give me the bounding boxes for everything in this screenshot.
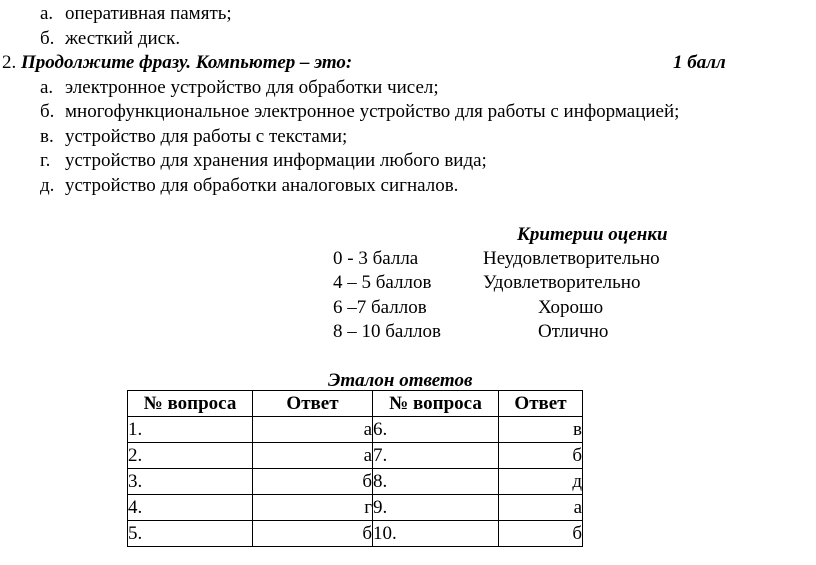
criteria-range: 6 –7 баллов bbox=[333, 297, 427, 318]
answer-cell: б bbox=[253, 469, 373, 495]
header-answer: Ответ bbox=[499, 391, 583, 417]
header-answer: Ответ bbox=[253, 391, 373, 417]
option-letter: б. bbox=[40, 101, 55, 122]
option-text: жесткий диск. bbox=[65, 28, 181, 49]
option-text: устройство для обработки аналоговых сигналов. bbox=[65, 175, 459, 196]
question-points: 1 балл bbox=[673, 52, 726, 73]
criteria-grade: Хорошо bbox=[538, 297, 604, 318]
header-question-number: № вопроса bbox=[128, 391, 253, 417]
answer-cell: д bbox=[499, 469, 583, 495]
question-number-cell: 4. bbox=[128, 495, 253, 521]
criteria-range: 0 - 3 балла bbox=[333, 248, 419, 269]
criteria-grade: Отлично bbox=[538, 321, 609, 342]
prev-option-a bbox=[40, 3, 232, 25]
question-number-cell: 8. bbox=[373, 469, 499, 495]
question-2-heading bbox=[2, 52, 352, 74]
option-letter: г. bbox=[40, 150, 51, 171]
question-number-cell: 5. bbox=[128, 521, 253, 547]
question-number-cell: 10. bbox=[373, 521, 499, 547]
option-text: электронное устройство для обработки чисел; bbox=[65, 77, 439, 98]
question-number-cell: 6. bbox=[373, 417, 499, 443]
answer-key-table bbox=[127, 390, 583, 547]
prev-option-b bbox=[40, 28, 180, 50]
option-text: устройство для хранения информации любого вида; bbox=[65, 150, 487, 171]
option-letter: б. bbox=[40, 28, 55, 49]
question-number-cell: 1. bbox=[128, 417, 253, 443]
option-text: многофункциональное электронное устройство для работы с информацией; bbox=[65, 101, 680, 122]
question-number-cell: 3. bbox=[128, 469, 253, 495]
q2-option-c bbox=[40, 126, 347, 148]
criteria-title: Критерии оценки bbox=[517, 224, 668, 245]
answer-cell: б bbox=[253, 521, 373, 547]
answer-key-title: Эталон ответов bbox=[328, 370, 473, 391]
criteria-range: 8 – 10 баллов bbox=[333, 321, 441, 342]
q2-option-a bbox=[40, 77, 439, 99]
question-number: 2. bbox=[2, 52, 17, 73]
q2-option-d bbox=[40, 150, 487, 172]
header-question-number: № вопроса bbox=[373, 391, 499, 417]
question-number-cell: 9. bbox=[373, 495, 499, 521]
table-row bbox=[128, 521, 583, 547]
answer-cell: б bbox=[499, 443, 583, 469]
answer-cell: г bbox=[253, 495, 373, 521]
table-row bbox=[128, 443, 583, 469]
question-number-cell: 7. bbox=[373, 443, 499, 469]
question-prompt: Продолжите фразу. Компьютер – это: bbox=[21, 52, 353, 73]
q2-option-b bbox=[40, 101, 679, 123]
option-letter: в. bbox=[40, 126, 54, 147]
table-row bbox=[128, 469, 583, 495]
table-row bbox=[128, 495, 583, 521]
answer-cell: б bbox=[499, 521, 583, 547]
answer-cell: а bbox=[253, 443, 373, 469]
q2-option-e bbox=[40, 175, 458, 197]
option-letter: а. bbox=[40, 77, 54, 98]
criteria-grade: Неудовлетворительно bbox=[483, 248, 660, 269]
option-text: оперативная память; bbox=[65, 3, 232, 24]
answer-cell: в bbox=[499, 417, 583, 443]
answer-cell: а bbox=[499, 495, 583, 521]
option-text: устройство для работы с текстами; bbox=[65, 126, 348, 147]
option-letter: д. bbox=[40, 175, 55, 196]
table-row bbox=[128, 417, 583, 443]
criteria-range: 4 – 5 баллов bbox=[333, 272, 432, 293]
criteria-grade: Удовлетворительно bbox=[483, 272, 641, 293]
question-number-cell: 2. bbox=[128, 443, 253, 469]
answer-cell: а bbox=[253, 417, 373, 443]
table-header-row bbox=[128, 391, 583, 417]
option-letter: а. bbox=[40, 3, 54, 24]
